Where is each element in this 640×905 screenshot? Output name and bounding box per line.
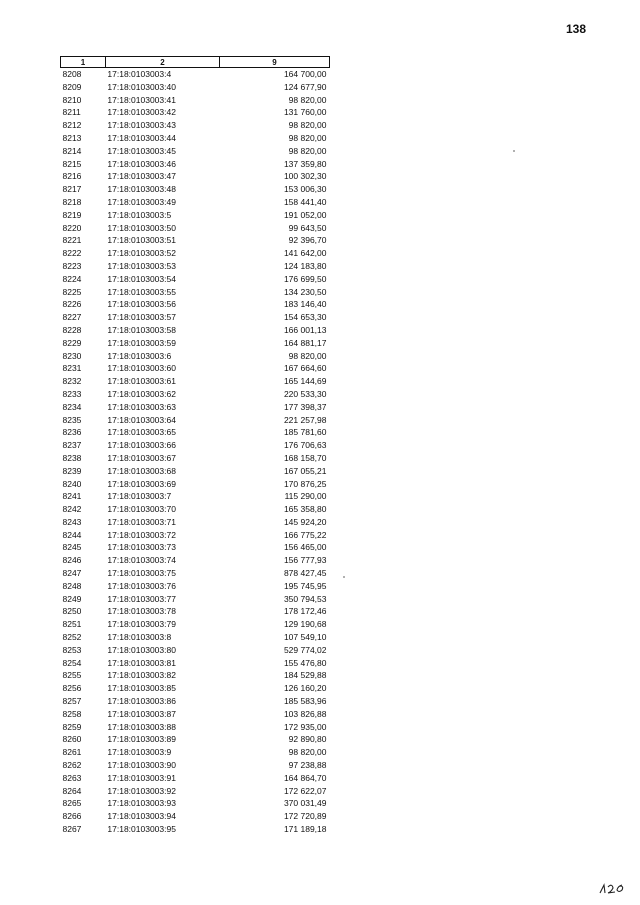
row-number-cell: 8208 <box>62 69 82 79</box>
value-cell: 171 189,18 <box>283 824 327 835</box>
table-row <box>61 567 330 580</box>
table-row <box>61 145 330 158</box>
cadastral-number-cell: 17:18:0103003:69 <box>107 478 176 489</box>
cadastral-number-cell: 17:18:0103003:57 <box>107 312 176 323</box>
value-cell: 92 890,80 <box>288 734 327 745</box>
cadastral-number-cell: 17:18:0103003:48 <box>107 184 176 195</box>
value-cell: 99 643,50 <box>288 222 327 233</box>
table-row <box>61 298 330 311</box>
data-table-container <box>60 56 330 836</box>
cadastral-number-cell: 17:18:0103003:60 <box>107 363 176 374</box>
table-row <box>61 414 330 427</box>
row-number-cell: 8261 <box>62 747 82 758</box>
row-number-cell: 8259 <box>62 721 82 732</box>
table-row <box>61 797 330 810</box>
cadastral-number-cell: 17:18:0103003:90 <box>107 760 176 771</box>
table-row <box>61 196 330 209</box>
table-row <box>61 759 330 772</box>
row-number-cell: 8229 <box>62 337 82 348</box>
cadastral-number-cell: 17:18:0103003:94 <box>107 811 176 822</box>
row-number-cell: 8220 <box>62 222 82 233</box>
row-number-cell: 8264 <box>62 785 82 796</box>
table-row <box>61 362 330 375</box>
page-number: 138 <box>566 22 587 36</box>
table-row <box>61 503 330 516</box>
value-cell: 164 700,00 <box>283 69 327 79</box>
table-row <box>61 682 330 695</box>
table-row <box>61 247 330 260</box>
row-number-cell: 8223 <box>62 260 82 271</box>
row-number-cell: 8210 <box>62 94 82 105</box>
value-cell: 350 794,53 <box>283 593 327 604</box>
row-number-cell: 8216 <box>62 171 82 182</box>
value-cell: 195 745,95 <box>283 580 327 591</box>
table-row <box>61 541 330 554</box>
cadastral-number-cell: 17:18:0103003:76 <box>107 580 176 591</box>
row-number-cell: 8243 <box>62 516 82 527</box>
table-row <box>61 657 330 670</box>
table-row <box>61 94 330 107</box>
row-number-cell: 8224 <box>62 273 82 284</box>
table-row <box>61 490 330 503</box>
value-cell: 167 664,60 <box>283 363 327 374</box>
row-number-cell: 8225 <box>62 286 82 297</box>
row-number-cell: 8251 <box>62 619 82 630</box>
cadastral-number-cell: 17:18:0103003:61 <box>107 376 176 387</box>
table-row <box>61 286 330 299</box>
value-cell: 165 144,69 <box>283 376 327 387</box>
value-cell: 115 290,00 <box>284 491 327 502</box>
value-cell: 170 876,25 <box>283 478 327 489</box>
value-cell: 155 476,80 <box>283 657 327 668</box>
table-row <box>61 260 330 273</box>
row-number-cell: 8232 <box>62 376 82 387</box>
cadastral-number-cell: 17:18:0103003:55 <box>107 286 176 297</box>
table-row <box>61 439 330 452</box>
table-row <box>61 183 330 196</box>
table-row <box>61 516 330 529</box>
table-row <box>61 605 330 618</box>
row-number-cell: 8247 <box>62 568 82 579</box>
table-row <box>61 273 330 286</box>
row-number-cell: 8211 <box>62 107 81 118</box>
row-number-cell: 8227 <box>62 312 82 323</box>
value-cell: 529 774,02 <box>283 644 327 655</box>
cadastral-number-cell: 17:18:0103003:71 <box>107 516 176 527</box>
value-cell: 177 398,37 <box>283 401 327 412</box>
table-row <box>61 529 330 542</box>
row-number-cell: 8262 <box>62 760 82 771</box>
row-number-cell: 8240 <box>62 478 82 489</box>
value-cell: 103 826,88 <box>283 708 327 719</box>
value-cell: 153 006,30 <box>283 184 327 195</box>
row-number-cell: 8215 <box>62 158 82 169</box>
table-row <box>61 593 330 606</box>
table-row <box>61 478 330 491</box>
row-number-cell: 8230 <box>62 350 82 361</box>
table-row <box>61 209 330 222</box>
row-number-cell: 8212 <box>62 120 82 131</box>
cadastral-number-cell: 17:18:0103003:53 <box>107 260 176 271</box>
value-cell: 98 820,00 <box>288 145 327 156</box>
row-number-cell: 8255 <box>62 670 82 681</box>
row-number-cell: 8245 <box>62 542 82 553</box>
row-number-cell: 8217 <box>62 184 82 195</box>
table-row <box>61 158 330 171</box>
row-number-cell: 8234 <box>62 401 82 412</box>
cadastral-number-cell: 17:18:0103003:47 <box>107 171 176 182</box>
value-cell: 156 465,00 <box>283 542 327 553</box>
cadastral-number-cell: 17:18:0103003:64 <box>107 414 176 425</box>
row-number-cell: 8252 <box>62 632 82 643</box>
row-number-cell: 8239 <box>62 465 82 476</box>
cadastral-number-cell: 17:18:0103003:87 <box>107 708 176 719</box>
row-number-cell: 8236 <box>62 427 82 438</box>
cadastral-number-cell: 17:18:0103003:51 <box>107 235 176 246</box>
row-number-cell: 8258 <box>62 708 82 719</box>
row-number-cell: 8235 <box>62 414 82 425</box>
cadastral-number-cell: 17:18:0103003:41 <box>107 94 176 105</box>
row-number-cell: 8248 <box>62 580 82 591</box>
value-cell: 107 549,10 <box>283 632 327 643</box>
row-number-cell: 8246 <box>62 555 82 566</box>
scan-speck <box>513 150 515 152</box>
cadastral-number-cell: 17:18:0103003:7 <box>107 491 172 502</box>
value-cell: 98 820,00 <box>288 120 327 131</box>
row-number-cell: 8219 <box>62 209 82 220</box>
cadastral-number-cell: 17:18:0103003:65 <box>107 427 176 438</box>
scan-speck <box>343 576 345 578</box>
row-number-cell: 8249 <box>62 593 82 604</box>
cadastral-number-cell: 17:18:0103003:82 <box>107 670 176 681</box>
table-row <box>61 388 330 401</box>
row-number-cell: 8263 <box>62 772 82 783</box>
value-cell: 98 820,00 <box>288 94 327 105</box>
row-number-cell: 8244 <box>62 529 82 540</box>
cadastral-number-cell: 17:18:0103003:93 <box>107 798 176 809</box>
value-cell: 100 302,30 <box>283 171 327 182</box>
table-row <box>61 733 330 746</box>
cadastral-number-cell: 17:18:0103003:68 <box>107 465 176 476</box>
value-cell: 166 775,22 <box>283 529 327 540</box>
table-row <box>61 324 330 337</box>
value-cell: 172 935,00 <box>283 721 327 732</box>
cadastral-number-cell: 17:18:0103003:63 <box>107 401 176 412</box>
cadastral-number-cell: 17:18:0103003:92 <box>107 785 176 796</box>
cadastral-number-cell: 17:18:0103003:86 <box>107 696 176 707</box>
table-row <box>61 823 330 836</box>
table-row <box>61 350 330 363</box>
table-row <box>61 746 330 759</box>
value-cell: 97 238,88 <box>288 760 327 771</box>
table-row <box>61 337 330 350</box>
table-row <box>61 785 330 798</box>
table-row <box>61 554 330 567</box>
cadastral-number-cell: 17:18:0103003:4 <box>107 69 172 79</box>
value-cell: 137 359,80 <box>283 158 327 169</box>
table-row <box>61 234 330 247</box>
table-body <box>61 68 330 836</box>
value-cell: 185 583,96 <box>283 696 327 707</box>
value-cell: 131 760,00 <box>283 107 327 118</box>
cadastral-number-cell: 17:18:0103003:89 <box>107 734 176 745</box>
value-cell: 221 257,98 <box>283 414 327 425</box>
table-row <box>61 580 330 593</box>
value-cell: 167 055,21 <box>283 465 327 476</box>
column-header-1: 1 <box>61 57 106 68</box>
value-cell: 141 642,00 <box>283 248 327 259</box>
cadastral-number-cell: 17:18:0103003:5 <box>107 209 172 220</box>
cadastral-number-cell: 17:18:0103003:43 <box>107 120 176 131</box>
table-row <box>61 426 330 439</box>
value-cell: 176 706,63 <box>283 440 327 451</box>
cadastral-number-cell: 17:18:0103003:72 <box>107 529 176 540</box>
row-number-cell: 8253 <box>62 644 82 655</box>
row-number-cell: 8213 <box>62 132 82 143</box>
cadastral-number-cell: 17:18:0103003:67 <box>107 452 176 463</box>
cadastral-number-cell: 17:18:0103003:73 <box>107 542 176 553</box>
value-cell: 126 160,20 <box>283 683 327 694</box>
value-cell: 183 146,40 <box>283 299 327 310</box>
value-cell: 184 529,88 <box>283 670 327 681</box>
table-row <box>61 618 330 631</box>
value-cell: 370 031,49 <box>283 798 327 809</box>
value-cell: 164 864,70 <box>283 772 327 783</box>
data-table <box>60 56 330 836</box>
table-row <box>61 452 330 465</box>
table-row <box>61 721 330 734</box>
value-cell: 145 924,20 <box>283 516 327 527</box>
value-cell: 168 158,70 <box>283 452 327 463</box>
table-row <box>61 695 330 708</box>
value-cell: 98 820,00 <box>288 350 327 361</box>
value-cell: 191 052,00 <box>283 209 327 220</box>
row-number-cell: 8265 <box>62 798 82 809</box>
table-row <box>61 106 330 119</box>
row-number-cell: 8250 <box>62 606 82 617</box>
table-row <box>61 311 330 324</box>
row-number-cell: 8256 <box>62 683 82 694</box>
cadastral-number-cell: 17:18:0103003:75 <box>107 568 176 579</box>
cadastral-number-cell: 17:18:0103003:52 <box>107 248 176 259</box>
cadastral-number-cell: 17:18:0103003:49 <box>107 196 176 207</box>
row-number-cell: 8237 <box>62 440 82 451</box>
row-number-cell: 8238 <box>62 452 82 463</box>
cadastral-number-cell: 17:18:0103003:62 <box>107 388 176 399</box>
cadastral-number-cell: 17:18:0103003:40 <box>107 81 176 92</box>
value-cell: 178 172,46 <box>283 606 327 617</box>
cadastral-number-cell: 17:18:0103003:50 <box>107 222 176 233</box>
cadastral-number-cell: 17:18:0103003:80 <box>107 644 176 655</box>
cadastral-number-cell: 17:18:0103003:81 <box>107 657 176 668</box>
value-cell: 92 396,70 <box>288 235 327 246</box>
table-row <box>61 401 330 414</box>
row-number-cell: 8233 <box>62 388 82 399</box>
value-cell: 164 881,17 <box>283 337 327 348</box>
cadastral-number-cell: 17:18:0103003:95 <box>107 824 176 835</box>
row-number-cell: 8218 <box>62 196 82 207</box>
table-row <box>61 708 330 721</box>
row-number-cell: 8222 <box>62 248 82 259</box>
value-cell: 156 777,93 <box>283 555 327 566</box>
value-cell: 98 820,00 <box>288 747 327 758</box>
cadastral-number-cell: 17:18:0103003:44 <box>107 132 176 143</box>
row-number-cell: 8241 <box>62 491 82 502</box>
cadastral-number-cell: 17:18:0103003:46 <box>107 158 176 169</box>
cadastral-number-cell: 17:18:0103003:56 <box>107 299 176 310</box>
value-cell: 172 720,89 <box>283 811 327 822</box>
cadastral-number-cell: 17:18:0103003:79 <box>107 619 176 630</box>
row-number-cell: 8257 <box>62 696 82 707</box>
row-number-cell: 8267 <box>62 824 82 835</box>
row-number-cell: 8231 <box>62 363 82 374</box>
row-number-cell: 8209 <box>62 81 82 92</box>
row-number-cell: 8260 <box>62 734 82 745</box>
table-row <box>61 132 330 145</box>
cadastral-number-cell: 17:18:0103003:8 <box>107 632 172 643</box>
value-cell: 134 230,50 <box>283 286 327 297</box>
row-number-cell: 8266 <box>62 811 82 822</box>
value-cell: 129 190,68 <box>283 619 327 630</box>
cadastral-number-cell: 17:18:0103003:77 <box>107 593 176 604</box>
cadastral-number-cell: 17:18:0103003:78 <box>107 606 176 617</box>
table-row <box>61 119 330 132</box>
table-row <box>61 222 330 235</box>
value-cell: 158 441,40 <box>283 196 327 207</box>
cadastral-number-cell: 17:18:0103003:9 <box>107 747 172 758</box>
cadastral-number-cell: 17:18:0103003:54 <box>107 273 176 284</box>
value-cell: 165 358,80 <box>283 504 327 515</box>
table-row <box>61 375 330 388</box>
value-cell: 98 820,00 <box>288 132 327 143</box>
value-cell: 220 533,30 <box>283 388 327 399</box>
table-row <box>61 81 330 94</box>
row-number-cell: 8254 <box>62 657 82 668</box>
cadastral-number-cell: 17:18:0103003:45 <box>107 145 176 156</box>
cadastral-number-cell: 17:18:0103003:88 <box>107 721 176 732</box>
value-cell: 124 183,80 <box>283 260 327 271</box>
row-number-cell: 8228 <box>62 324 82 335</box>
value-cell: 154 653,30 <box>283 312 327 323</box>
handwritten-signature <box>598 880 626 896</box>
value-cell: 166 001,13 <box>283 324 327 335</box>
cadastral-number-cell: 17:18:0103003:66 <box>107 440 176 451</box>
table-row <box>61 669 330 682</box>
value-cell: 176 699,50 <box>283 273 327 284</box>
value-cell: 124 677,90 <box>283 81 327 92</box>
table-row <box>61 631 330 644</box>
table-row <box>61 465 330 478</box>
row-number-cell: 8242 <box>62 504 82 515</box>
table-row <box>61 644 330 657</box>
value-cell: 185 781,60 <box>283 427 327 438</box>
column-header-2: 2 <box>105 57 219 68</box>
row-number-cell: 8221 <box>62 235 82 246</box>
cadastral-number-cell: 17:18:0103003:6 <box>107 350 172 361</box>
cadastral-number-cell: 17:18:0103003:91 <box>107 772 176 783</box>
column-header-9: 9 <box>219 57 329 68</box>
value-cell: 172 622,07 <box>283 785 327 796</box>
table-row <box>61 170 330 183</box>
cadastral-number-cell: 17:18:0103003:85 <box>107 683 176 694</box>
table-row <box>61 68 330 81</box>
cadastral-number-cell: 17:18:0103003:70 <box>107 504 176 515</box>
cadastral-number-cell: 17:18:0103003:58 <box>107 324 176 335</box>
row-number-cell: 8214 <box>62 145 82 156</box>
cadastral-number-cell: 17:18:0103003:59 <box>107 337 176 348</box>
table-row <box>61 772 330 785</box>
value-cell: 878 427,45 <box>283 568 327 579</box>
cadastral-number-cell: 17:18:0103003:74 <box>107 555 176 566</box>
row-number-cell: 8226 <box>62 299 82 310</box>
table-header-row <box>61 57 330 68</box>
table-row <box>61 810 330 823</box>
cadastral-number-cell: 17:18:0103003:42 <box>107 107 176 118</box>
